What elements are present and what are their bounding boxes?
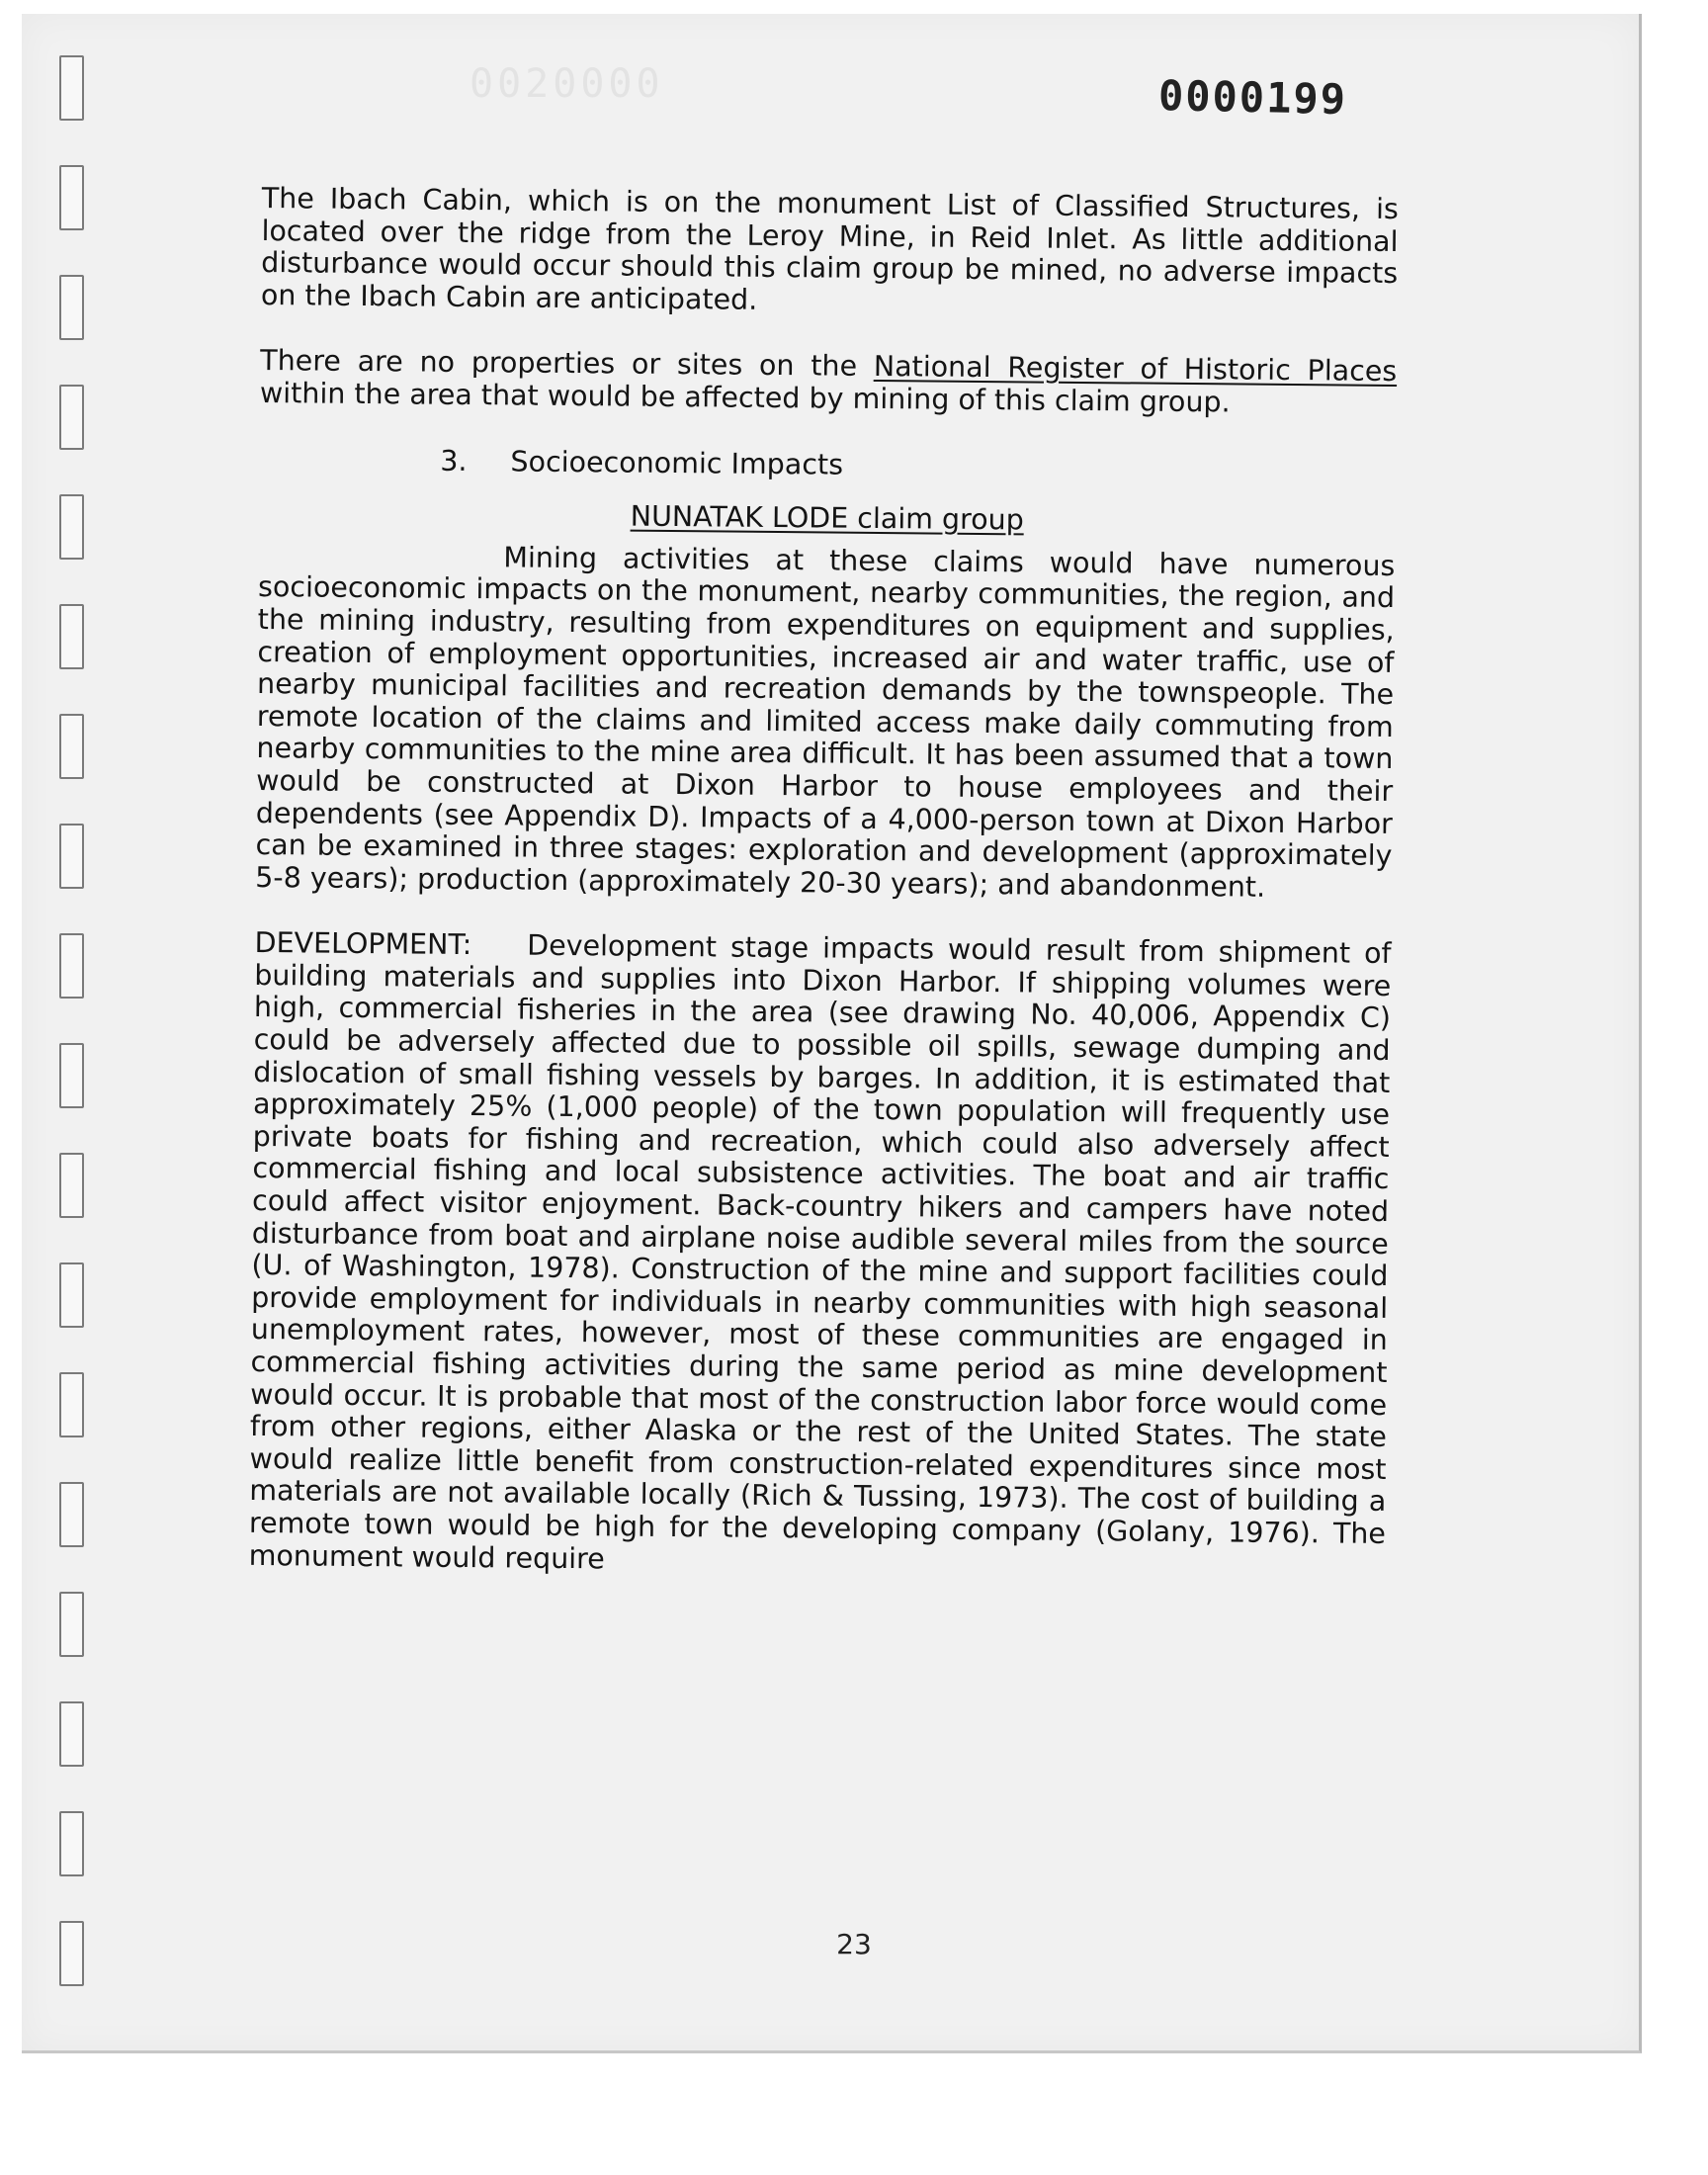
- paragraph-ibach-cabin: The Ibach Cabin, which is on the monument List of Classified Structures, is located over the ridge from the Leroy Mine, in Reid Inlet. As little additional disturbance would occur should this claim group be mined, no adverse impacts on the Ibach Cabin are anticipated.: [260, 182, 1399, 316]
- binder-hole-strip: [59, 55, 89, 2013]
- section-title: Socioeconomic Impacts: [510, 444, 844, 481]
- binder-hole: [59, 824, 84, 889]
- binder-hole: [59, 1262, 84, 1328]
- section-number: 3.: [440, 444, 468, 478]
- binder-hole: [59, 494, 84, 560]
- binder-hole: [59, 1482, 84, 1547]
- paragraph-development: [249, 927, 1392, 1583]
- binder-hole: [59, 714, 84, 779]
- paragraph-text: There are no properties or sites on the: [260, 344, 874, 384]
- binder-hole: [59, 1592, 84, 1657]
- subheading: [259, 497, 1396, 541]
- section-heading: [259, 444, 1396, 487]
- binder-hole: [59, 385, 84, 450]
- national-register-reference: National Register of Historic Places: [873, 350, 1398, 389]
- binder-hole: [59, 1811, 84, 1876]
- binder-hole: [59, 933, 84, 999]
- bleed-through-stamp-number: 0020000: [470, 61, 664, 107]
- binder-hole: [59, 165, 84, 230]
- binder-hole: [59, 1043, 84, 1108]
- page-number: 23: [836, 1928, 872, 1960]
- document-stamp-number: 0000199: [1157, 71, 1348, 124]
- paragraph-socioeconomic-intro: Mining activities at these claims would have numerous socioeconomic impacts on the monument, nearby communities, the region, and the mining industry, resulting from expenditures on equipment and supplies, creation of employment opportunities, increased air and water traffic, use of nearby municipal facilities and recreation demands by the townspeople. The remote location of the claims and limited access make daily commuting from nearby communities to the mine area difficult. It has been assumed that a town would be constructed at Dixon Harbor to house employees and their dependents (see Appendix D). Impacts of a 4,000-person town at Dixon Harbor can be examined in three stages: exploration and development (approximately 5-8 years); production (approximately 20-30 years); and abandonment.: [255, 541, 1396, 904]
- paragraph-text: Development stage impacts would result from shipment of building materials and supplies into Dixon Harbor. If shipping volumes were high, commercial fisheries in the area (see drawing No. 40,006, Appendix C) could be adversely affected due to possible oil spills, sewage dumping and dislocation of small fishing vessels by barges. In addition, it is estimated that approximately 25% (1,000 people) of the town population will frequently use private boats for fishing and recreation, which could also adversely affect commercial fishing and local subsistence activities. The boat and air traffic could affect visitor enjoyment. Back-country hikers and campers have noted disturbance from boat and airplane noise audible several miles from the source (U. of Washington, 1978). Construction of the mine and support facilities could provide employment for individuals in nearby communities with high seasonal unemployment rates, however, most of these communities are engaged in commercial fishing activities during the same period as mine development would occur. It is probable that most of the construction labor force would come from other regions, either Alaska or the rest of the United States. The state would realize little benefit from construction-related expenditures since most materials are not available locally (Rich & Tussing, 1973). The cost of building a remote town would be high for the developing company (Golany, 1976). The monument would require: [248, 928, 1392, 1575]
- binder-hole: [59, 604, 84, 669]
- development-label: DEVELOPMENT:: [254, 926, 472, 962]
- binder-hole: [59, 55, 84, 121]
- subheading-text: NUNATAK LODE claim group: [630, 499, 1024, 537]
- binder-hole: [59, 1701, 84, 1767]
- document-body: [248, 183, 1399, 1616]
- paragraph-text: within the area that would be affected by mining of this claim group.: [259, 376, 1231, 419]
- binder-hole: [59, 275, 84, 340]
- paragraph-national-register: [260, 345, 1398, 420]
- binder-hole: [59, 1153, 84, 1218]
- binder-hole: [59, 1372, 84, 1437]
